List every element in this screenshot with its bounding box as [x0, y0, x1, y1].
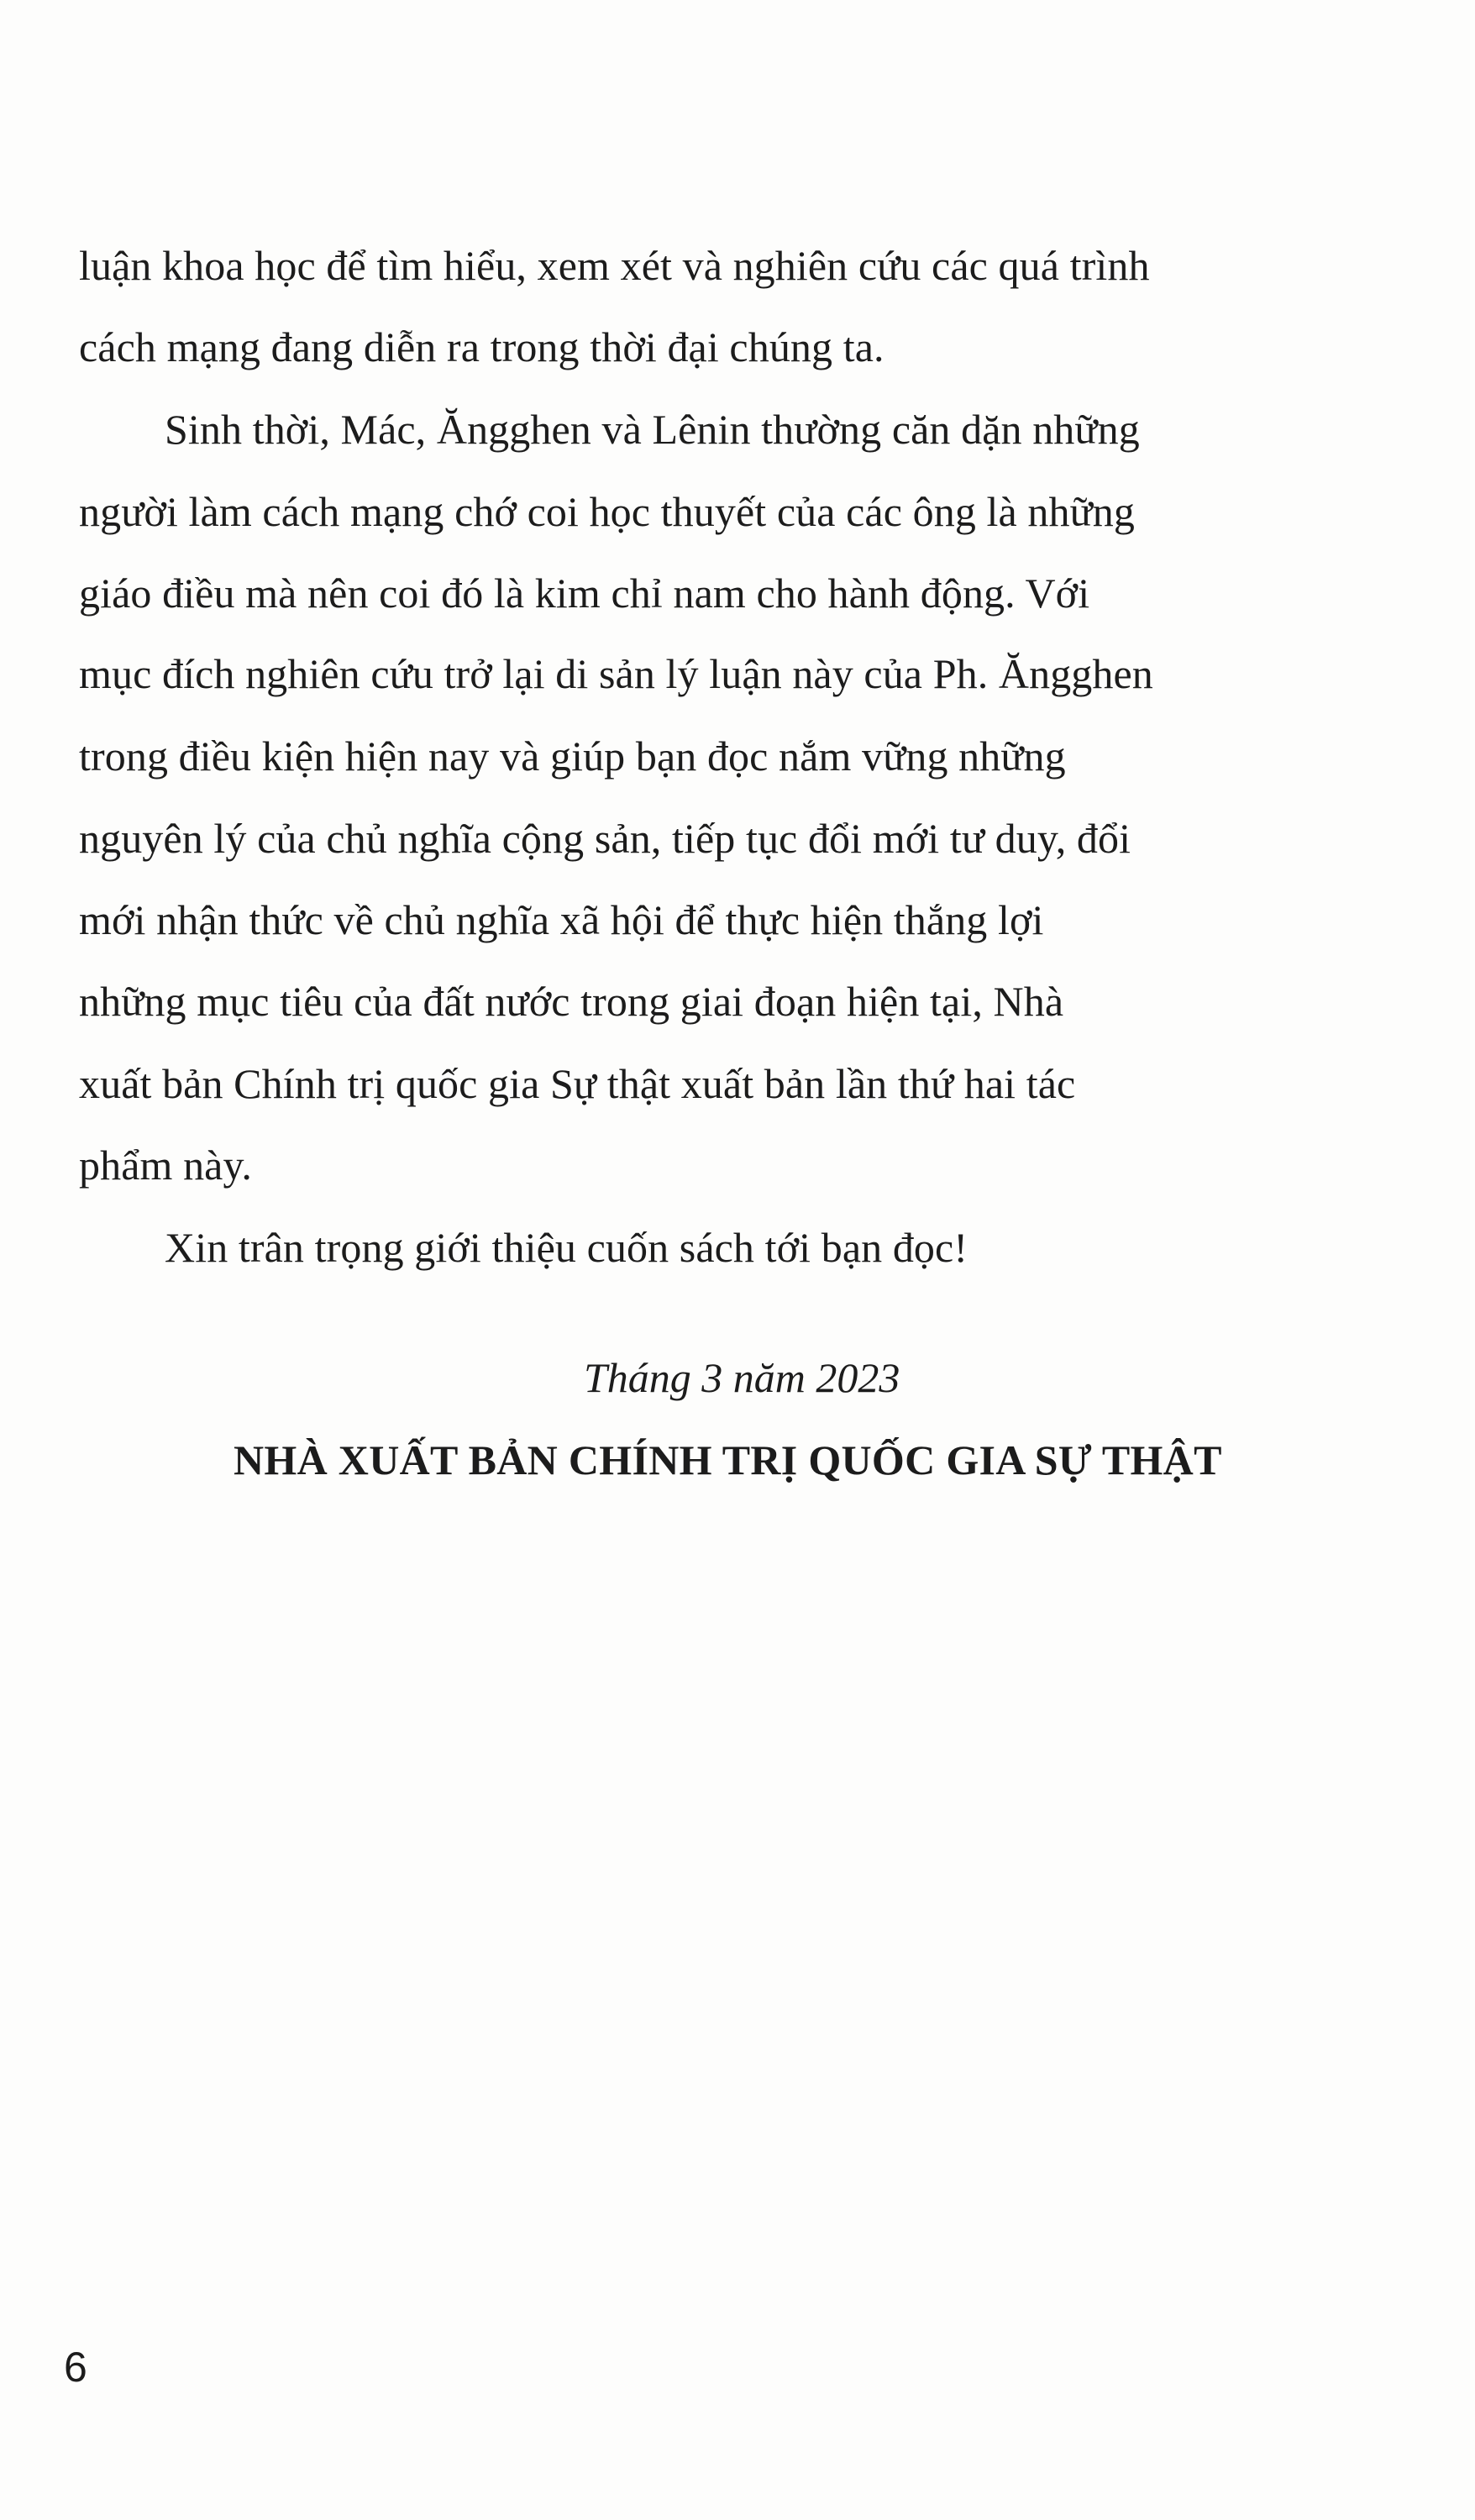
paragraph-line: xuất bản Chính trị quốc gia Sự thật xuất bản lần thứ hai tác — [79, 1060, 1076, 1107]
paragraph-line: phẩm này. — [79, 1142, 252, 1189]
signature-date: Tháng 3 năm 2023 — [584, 1354, 900, 1401]
paragraph-line: nguyên lý của chủ nghĩa cộng sản, tiếp tục đổi mới tư duy, đổi — [79, 815, 1131, 862]
paragraph-line: những mục tiêu của đất nước trong giai đoạn hiện tại, Nhà — [79, 978, 1064, 1025]
paragraph-line: Xin trân trọng giới thiệu cuốn sách tới bạn đọc! — [165, 1224, 968, 1271]
paragraph-line: mục đích nghiên cứu trở lại di sản lý luận này của Ph. Ăngghen — [79, 650, 1153, 697]
page-number: 6 — [64, 2344, 87, 2391]
paragraph-line: cách mạng đang diễn ra trong thời đại chúng ta. — [79, 323, 884, 370]
paragraph-line: giáo điều mà nên coi đó là kim chỉ nam cho hành động. Với — [79, 570, 1090, 617]
paragraph-line: mới nhận thức về chủ nghĩa xã hội để thực hiện thắng lợi — [79, 896, 1044, 943]
paragraph-line: luận khoa học để tìm hiểu, xem xét và nghiên cứu các quá trình — [79, 242, 1150, 289]
paragraph-line: trong điều kiện hiện nay và giúp bạn đọc nắm vững những — [79, 732, 1066, 780]
publisher-name: NHÀ XUẤT BẢN CHÍNH TRỊ QUỐC GIA SỰ THẬT — [234, 1436, 1222, 1483]
paragraph-line: người làm cách mạng chớ coi học thuyết của các ông là những — [79, 488, 1135, 535]
paragraph-line: Sinh thời, Mác, Ăngghen và Lênin thường căn dặn những — [165, 406, 1140, 453]
